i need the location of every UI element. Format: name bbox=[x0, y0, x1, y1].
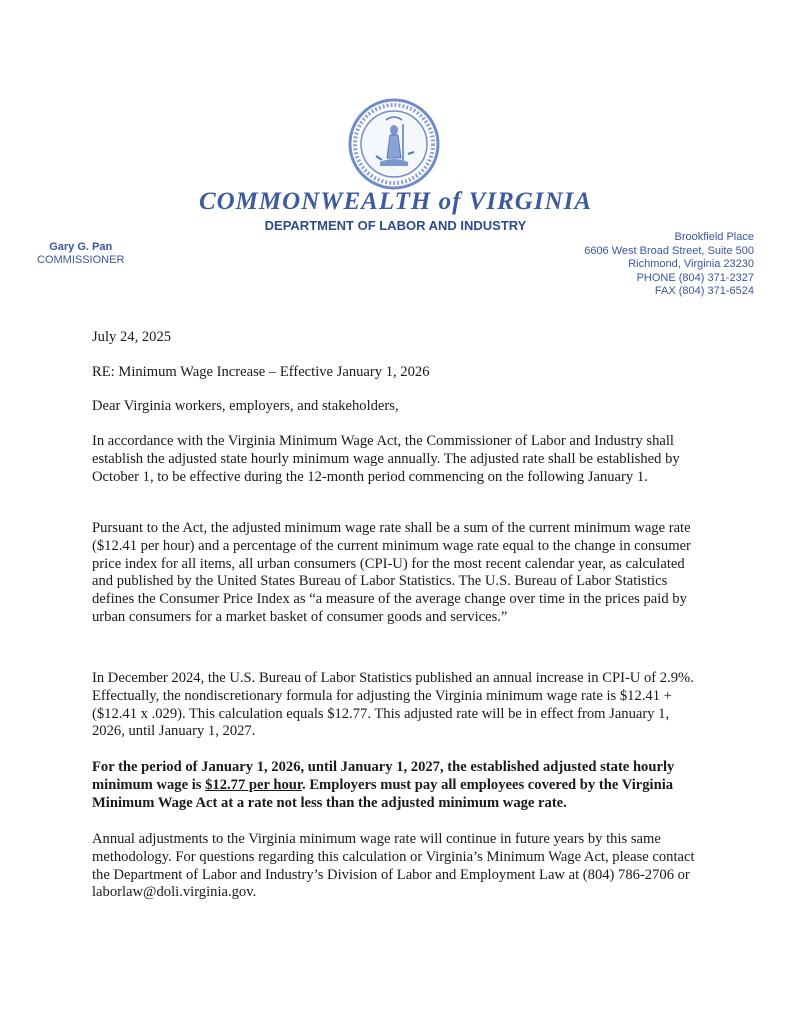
letter-date bbox=[92, 329, 704, 347]
paragraph-2-text: Pursuant to the Act, the adjusted minimum wage rate shall be a sum of the current minimum wage rate ($12.41 per hour) and a percentage of the current minimum wage rate equal to the change in consumer price index for all items, all urban consumers (CPI-U) for the most recent calendar year, as calculated and published by the United States Bureau of Labor Statistics. The U.S. Bureau of Labor Statistics defines the Consumer Price Index as “a measure of the average change over time in the prices paid by urban consumers for a market basket of consumer goods and services.” bbox=[92, 520, 691, 625]
letter-subject bbox=[92, 364, 704, 382]
paragraph-5 bbox=[92, 831, 704, 902]
new-wage-rate: $12.77 per hour bbox=[205, 776, 303, 793]
subject-text: RE: Minimum Wage Increase – Effective January 1, 2026 bbox=[92, 364, 430, 380]
commissioner-name: Gary G. Pan bbox=[49, 241, 113, 253]
paragraph-5-text: Annual adjustments to the Virginia minimum wage rate will continue in future years by this same methodology. For questions regarding this calculation or Virginia’s Minimum Wage Act, please contact the Department of Labor and Industry’s Division of Labor and Employment Law at (804) 786-2706 or laborlaw@doli.virginia.gov. bbox=[92, 831, 695, 901]
commissioner-block bbox=[37, 241, 124, 267]
paragraph-4-text bbox=[92, 759, 704, 812]
paragraph-4-highlight bbox=[92, 759, 704, 812]
address-city: Richmond, Virginia 23230 bbox=[628, 258, 754, 270]
address-building: Brookfield Place bbox=[674, 231, 754, 243]
title-commonwealth: COMMONWEALTH bbox=[198, 188, 439, 215]
title-of: of bbox=[438, 188, 462, 215]
paragraph-4-part1: For the period of January 1, 2026, until January 1, 2027, the established adjusted state hourly minimum wage is bbox=[92, 759, 675, 793]
virginia-seal-icon bbox=[346, 96, 442, 192]
address-fax: FAX (804) 371-6524 bbox=[654, 285, 754, 297]
department-name: DEPARTMENT OF LABOR AND INDUSTRY bbox=[264, 218, 527, 233]
paragraph-2 bbox=[92, 520, 704, 627]
title-virginia: VIRGINIA bbox=[461, 188, 593, 215]
address-street: 6606 West Broad Street, Suite 500 bbox=[584, 244, 754, 257]
address-phone: PHONE (804) 371-2327 bbox=[636, 271, 754, 284]
paragraph-4-part2: . Employers must pay all employees covered by the Virginia Minimum Wage Act at a rate not less than the adjusted minimum wage rate. bbox=[92, 776, 674, 811]
date-text: July 24, 2025 bbox=[92, 329, 172, 345]
paragraph-3-text: In December 2024, the U.S. Bureau of Labor Statistics published an annual increase in CPI-U of 2.9%. Effectually, the nondiscretionary formula for adjusting the Virginia minimum wage rate is $12.41 + ($12.41 x .029). This calculation equals $12.77. This adjusted rate will be in effect from January 1, 2026, until January 1, 2027. bbox=[92, 670, 694, 740]
paragraph-1 bbox=[92, 433, 704, 486]
letter-salutation bbox=[92, 398, 704, 416]
paragraph-3 bbox=[92, 670, 704, 741]
address-block bbox=[584, 231, 754, 299]
commissioner-title: COMMISSIONER bbox=[37, 254, 125, 266]
commonwealth-title bbox=[0, 188, 791, 216]
salutation-text: Dear Virginia workers, employers, and stakeholders, bbox=[92, 398, 399, 414]
paragraph-1-text: In accordance with the Virginia Minimum Wage Act, the Commissioner of Labor and Industry shall establish the adjusted state hourly minimum wage annually. The adjusted rate shall be established by October 1, to be effective during the 12-month period commencing on the following January 1. bbox=[92, 433, 680, 485]
